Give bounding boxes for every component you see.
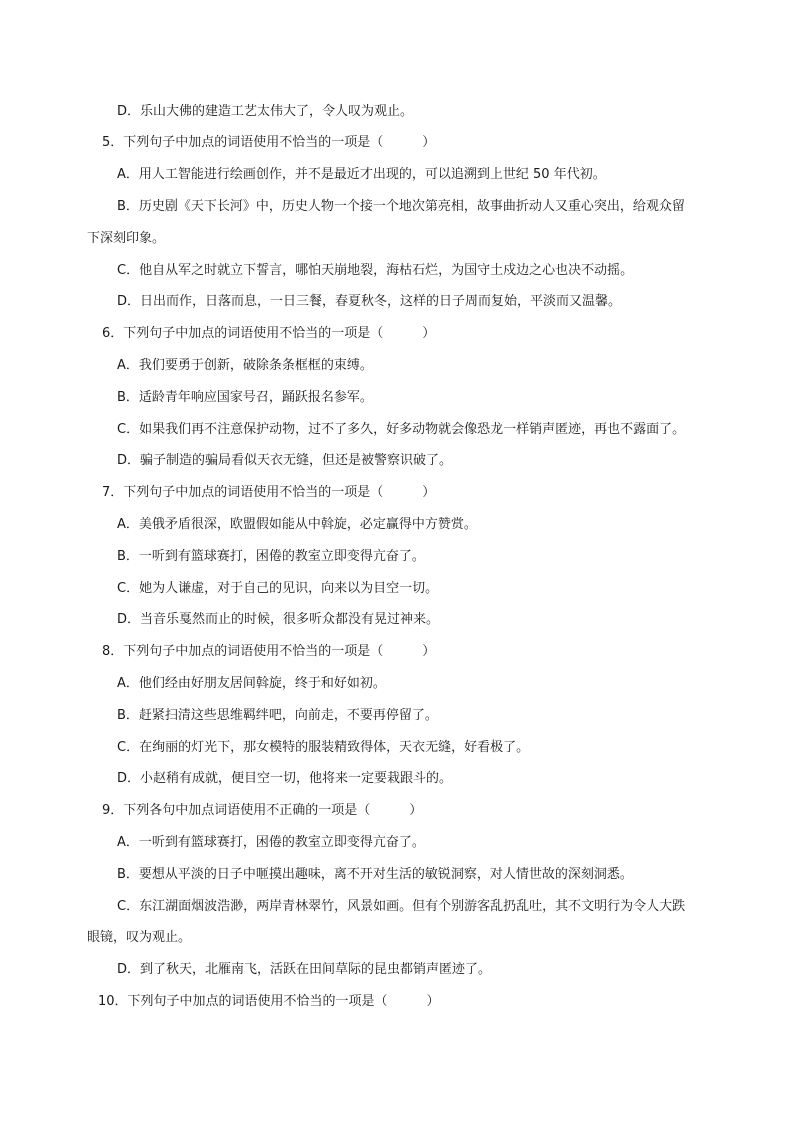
option-6b: B．适龄青年响应国家号召，踊跃报名参军。 [117, 390, 373, 405]
option-9a: A．一听到有篮球赛打，困倦的教室立即变得亢奋了。 [117, 835, 425, 850]
question-5: 5．下列句子中加点的词语使用不恰当的一项是（ ） [102, 135, 436, 150]
question-6: 6．下列句子中加点的词语使用不恰当的一项是（ ） [102, 326, 436, 341]
question-10: 10．下列句子中加点的词语使用不恰当的一项是（ ） [98, 994, 440, 1009]
question-8: 8．下列句子中加点的词语使用不恰当的一项是（ ） [102, 644, 436, 659]
option-6c: C．如果我们再不注意保护动物，过不了多久，好多动物就会像恐龙一样销声匿迹，再也不露面了。 [117, 422, 686, 437]
option-4d: D．乐山大佛的建造工艺太伟大了，令人叹为观止。 [117, 104, 414, 119]
option-5c: C．他自从军之时就立下誓言，哪怕天崩地裂，海枯石烂，为国守土戍边之心也决不动摇。 [117, 263, 634, 278]
option-7d: D．当音乐戛然而止的时候，很多听众都没有晃过神来。 [117, 612, 440, 627]
option-6a: A．我们要勇于创新，破除条条框框的束缚。 [117, 358, 373, 373]
option-5d: D．日出而作，日落而息，一日三餐，春夏秋冬，这样的日子周而复始，平淡而又温馨。 [117, 294, 622, 309]
option-6d: D．骗子制造的骗局看似天衣无缝，但还是被警察识破了。 [117, 453, 453, 468]
option-9c-cont: 眼镜，叹为观止。 [87, 930, 192, 945]
option-8b: B．赶紧扫清这些思维羁绊吧，向前走，不要再停留了。 [117, 708, 438, 723]
option-7c: C．她为人谦虚，对于自己的见识，向来以为目空一切。 [117, 581, 439, 596]
option-5b-cont: 下深刻印象。 [87, 231, 166, 246]
question-9: 9．下列各句中加点词语使用不正确的一项是（ ） [102, 803, 423, 818]
option-8d: D．小赵稍有成就，便目空一切，他将来一定要栽跟斗的。 [117, 771, 453, 786]
option-5a: A．用人工智能进行绘画创作，并不是最近才出现的，可以追溯到上世纪 50 年代初。 [117, 167, 606, 182]
option-9c: C．东江湖面烟波浩渺，两岸青林翠竹，风景如画。但有个别游客乱扔乱吐，其不文明行为令人大跌 [117, 899, 686, 914]
option-9b: B．要想从平淡的日子中咂摸出趣味，离不开对生活的敏锐洞察，对人情世故的深刻洞悉。 [117, 867, 633, 882]
option-8c: C．在绚丽的灯光下，那女模特的服装精致得体，天衣无缝，好看极了。 [117, 740, 530, 755]
option-7b: B．一听到有篮球赛打，困倦的教室立即变得亢奋了。 [117, 549, 425, 564]
option-7a: A．美俄矛盾很深，欧盟假如能从中斡旋，必定赢得中方赞赏。 [117, 517, 477, 532]
option-9d: D．到了秋天，北雁南飞，活跃在田间草际的昆虫都销声匿迹了。 [117, 962, 492, 977]
option-8a: A．他们经由好朋友居间斡旋，终于和好如初。 [117, 676, 386, 691]
question-7: 7．下列句子中加点的词语使用不恰当的一项是（ ） [102, 485, 436, 500]
option-5b: B．历史剧《天下长河》中，历史人物一个接一个地次第亮相，故事曲折动人又重心突出，给观众留 [117, 199, 685, 214]
